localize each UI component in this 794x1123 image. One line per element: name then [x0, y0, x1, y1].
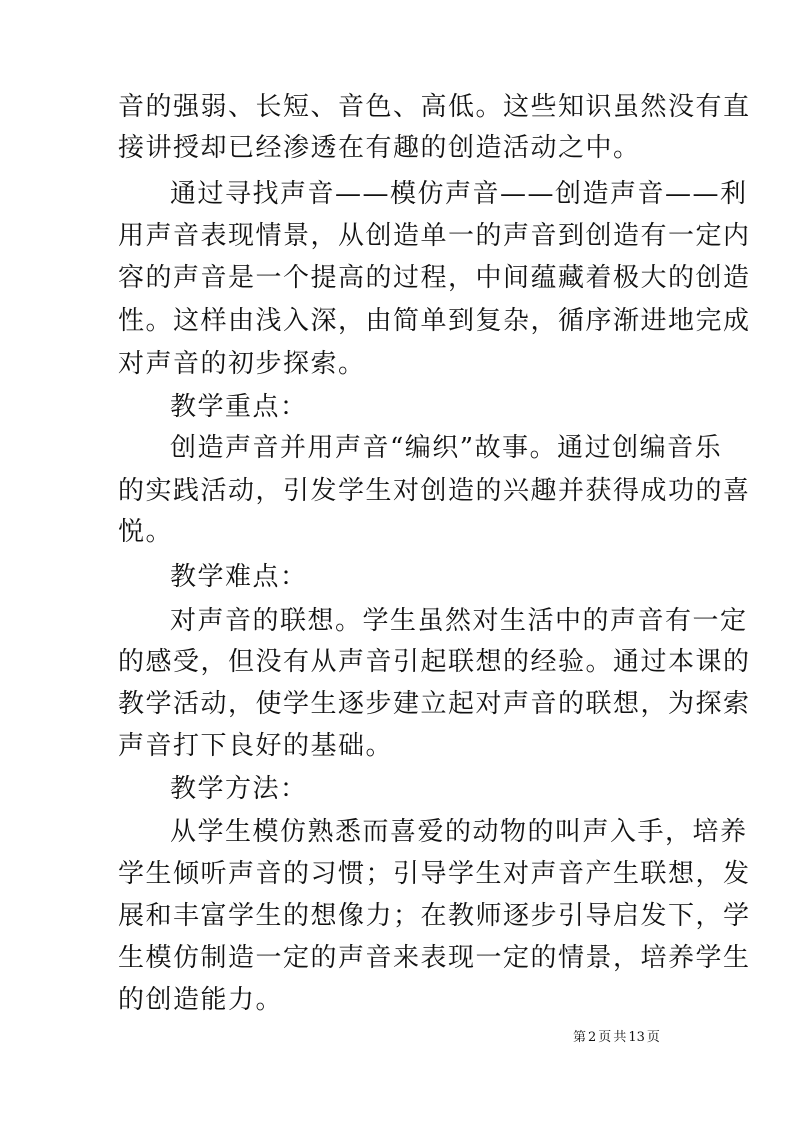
body-line: 的实践活动，引发学生对创造的兴趣并获得成功的喜 — [118, 476, 751, 507]
footer-prefix: 第 — [573, 1030, 587, 1045]
body-line: 用声音表现情景，从创造单一的声音到创造有一定内 — [118, 220, 751, 251]
page-footer — [572, 1030, 661, 1046]
body-line: 音的强弱、长短、音色、高低。这些知识虽然没有直 — [118, 92, 751, 123]
body-line: 通过寻找声音——模仿声音——创造声音——利 — [170, 179, 748, 210]
body-line: 展和丰富学生的想像力；在教师逐步引导启发下，学 — [118, 901, 751, 932]
body-line: 创造声音并用声音“编织”故事。通过创编音乐 — [170, 432, 723, 463]
body-line: 对声音的初步探索。 — [118, 348, 366, 379]
section-heading: 教学方法： — [170, 773, 308, 804]
body-line: 的感受，但没有从声音引起联想的经验。通过本课的 — [118, 647, 751, 678]
footer-page-unit: 页 — [598, 1030, 612, 1045]
section-heading: 教学难点： — [170, 562, 308, 593]
footer-total-unit: 页 — [646, 1030, 660, 1045]
body-line: 对声音的联想。学生虽然对生活中的声音有一定 — [170, 605, 748, 636]
footer-total-prefix: 共 — [613, 1030, 627, 1045]
body-line: 声音打下良好的基础。 — [118, 731, 394, 762]
body-line: 的创造能力。 — [118, 984, 284, 1015]
body-line: 学生倾听声音的习惯；引导学生对声音产生联想，发 — [118, 858, 751, 889]
body-line: 教学活动，使学生逐步建立起对声音的联想，为探索 — [118, 688, 751, 719]
page-number: 2 — [588, 1030, 597, 1045]
body-line: 生模仿制造一定的声音来表现一定的情景，培养学生 — [118, 943, 751, 974]
body-line: 从学生模仿熟悉而喜爱的动物的叫声入手，培养 — [170, 817, 748, 848]
section-heading: 教学重点： — [170, 391, 308, 422]
body-line: 接讲授却已经渗透在有趣的创造活动之中。 — [118, 133, 641, 164]
body-line: 性。这样由浅入深，由简单到复杂，循序渐进地完成 — [118, 305, 751, 336]
body-line: 容的声音是一个提高的过程，中间蕴藏着极大的创造 — [118, 262, 751, 293]
total-pages: 13 — [628, 1030, 645, 1045]
body-line: 悦。 — [118, 516, 174, 547]
